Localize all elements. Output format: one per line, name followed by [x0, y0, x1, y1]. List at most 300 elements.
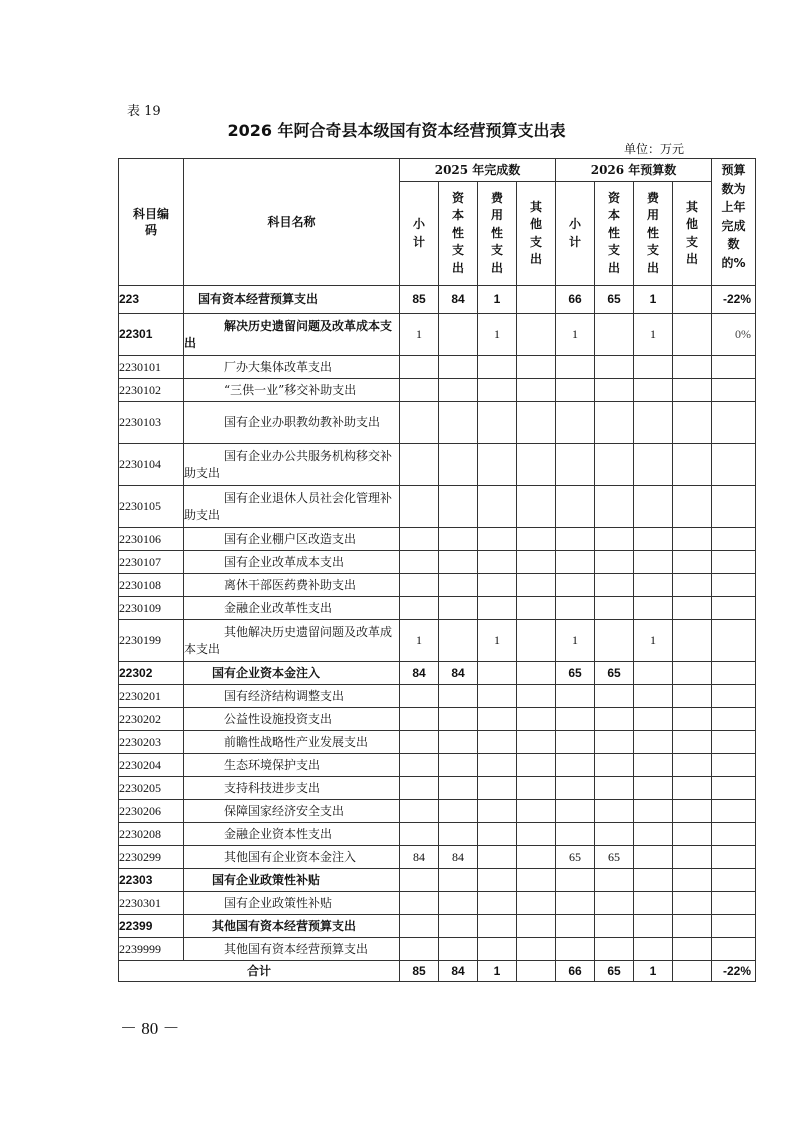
- table-row: [119, 708, 756, 731]
- row-name: [184, 754, 400, 777]
- row-code: 2239999: [119, 938, 184, 961]
- cell-2025-other: [517, 708, 556, 731]
- cell-2026-other: [673, 551, 712, 574]
- row-name-text: 厂办大集体改革支出: [224, 359, 333, 374]
- cell-2026-capital: [595, 892, 634, 915]
- row-name: [184, 356, 400, 379]
- cell-2026-expense: [634, 356, 673, 379]
- cell-2025-subtotal: [400, 892, 439, 915]
- cell-2026-subtotal: [556, 379, 595, 402]
- cell-2026-other: [673, 800, 712, 823]
- cell-2025-subtotal: [400, 356, 439, 379]
- total-2026-capital: 65: [595, 961, 634, 982]
- row-code: 2230201: [119, 685, 184, 708]
- cell-2025-subtotal: [400, 731, 439, 754]
- cell-2026-other: [673, 754, 712, 777]
- row-name: [184, 314, 400, 356]
- row-code: 223: [119, 286, 184, 314]
- cell-2026-capital: [595, 379, 634, 402]
- cell-2025-capital: [439, 551, 478, 574]
- cell-2025-expense: [478, 777, 517, 800]
- cell-2025-expense: [478, 685, 517, 708]
- cell-2025-subtotal: [400, 444, 439, 486]
- cell-2025-expense: [478, 597, 517, 620]
- cell-2026-capital: [595, 528, 634, 551]
- row-name-text: 前瞻性战略性产业发展支出: [224, 734, 369, 749]
- row-name: [184, 823, 400, 846]
- cell-2026-other: [673, 620, 712, 662]
- table-row: [119, 823, 756, 846]
- cell-2025-other: [517, 938, 556, 961]
- cell-2026-expense: [634, 685, 673, 708]
- cell-2026-other: [673, 574, 712, 597]
- cell-2025-subtotal: [400, 379, 439, 402]
- cell-2026-capital: [595, 777, 634, 800]
- cell-2026-subtotal: [556, 915, 595, 938]
- cell-2026-expense: [634, 402, 673, 444]
- cell-2025-other: [517, 869, 556, 892]
- cell-ratio: [712, 356, 756, 379]
- cell-2026-expense: 1: [634, 314, 673, 356]
- row-code: 2230106: [119, 528, 184, 551]
- cell-2025-capital: 84: [439, 286, 478, 314]
- cell-2026-subtotal: 65: [556, 846, 595, 869]
- cell-ratio: [712, 846, 756, 869]
- unit-label: 单位：万元: [624, 142, 685, 156]
- cell-2026-other: [673, 938, 712, 961]
- row-name: [184, 402, 400, 444]
- header-ratio: 预算数为上年完成数的%: [712, 159, 756, 286]
- cell-2026-subtotal: [556, 800, 595, 823]
- row-name-text: 国有企业资本金注入: [212, 665, 321, 680]
- cell-2025-subtotal: 84: [400, 662, 439, 685]
- cell-2025-capital: [439, 444, 478, 486]
- page-number: － 80 －: [120, 1019, 180, 1038]
- cell-2025-other: [517, 356, 556, 379]
- cell-2026-other: [673, 915, 712, 938]
- row-name-text: 支持科技进步支出: [224, 780, 321, 795]
- cell-2026-expense: [634, 823, 673, 846]
- cell-2025-capital: [439, 708, 478, 731]
- cell-ratio: [712, 938, 756, 961]
- cell-2026-expense: [634, 486, 673, 528]
- row-code: 2230208: [119, 823, 184, 846]
- cell-2025-subtotal: [400, 551, 439, 574]
- total-2026-other: [673, 961, 712, 982]
- table-row: [119, 402, 756, 444]
- row-name-text: 金融企业资本性支出: [224, 826, 333, 841]
- cell-2025-capital: [439, 379, 478, 402]
- cell-2026-expense: [634, 869, 673, 892]
- cell-ratio: [712, 662, 756, 685]
- cell-2025-other: [517, 823, 556, 846]
- total-2025-other: [517, 961, 556, 982]
- row-name: [184, 528, 400, 551]
- row-name: [184, 892, 400, 915]
- table-row: [119, 379, 756, 402]
- row-name: [184, 938, 400, 961]
- cell-2025-subtotal: [400, 938, 439, 961]
- row-name-text: 国有企业退休人员社会化管理补助支出: [184, 491, 393, 522]
- cell-2026-capital: 65: [595, 662, 634, 685]
- cell-2025-capital: [439, 892, 478, 915]
- cell-2026-subtotal: [556, 823, 595, 846]
- cell-2026-capital: 65: [595, 286, 634, 314]
- cell-2025-expense: [478, 444, 517, 486]
- cell-2026-other: [673, 486, 712, 528]
- cell-2026-other: [673, 846, 712, 869]
- row-code: 2230202: [119, 708, 184, 731]
- cell-2026-other: [673, 444, 712, 486]
- row-name-text: 其他国有资本经营预算支出: [212, 918, 357, 933]
- table-row: [119, 574, 756, 597]
- cell-2025-capital: [439, 823, 478, 846]
- row-name: [184, 708, 400, 731]
- cell-2026-other: [673, 286, 712, 314]
- cell-2025-expense: [478, 551, 517, 574]
- cell-2025-subtotal: [400, 574, 439, 597]
- row-code: 2230199: [119, 620, 184, 662]
- row-name-text: 解决历史遗留问题及改革成本支出: [184, 319, 393, 350]
- cell-2025-other: [517, 662, 556, 685]
- cell-2026-expense: [634, 528, 673, 551]
- cell-2026-subtotal: [556, 597, 595, 620]
- row-code: 22399: [119, 915, 184, 938]
- cell-2025-subtotal: [400, 800, 439, 823]
- cell-2026-subtotal: 65: [556, 662, 595, 685]
- cell-2026-subtotal: [556, 356, 595, 379]
- table-row: [119, 286, 756, 314]
- cell-2026-expense: [634, 915, 673, 938]
- cell-2026-other: [673, 356, 712, 379]
- total-ratio: -22%: [712, 961, 756, 982]
- cell-2025-expense: [478, 708, 517, 731]
- cell-2025-capital: [439, 938, 478, 961]
- cell-2026-expense: [634, 574, 673, 597]
- row-name: [184, 685, 400, 708]
- cell-2025-subtotal: [400, 402, 439, 444]
- header-code: 科目编码: [119, 159, 184, 286]
- cell-2026-expense: [634, 662, 673, 685]
- cell-2025-capital: [439, 800, 478, 823]
- row-name-text: 国有企业政策性补贴: [212, 872, 321, 887]
- cell-2025-capital: 84: [439, 846, 478, 869]
- row-name-text: 国有企业改革成本支出: [224, 554, 345, 569]
- cell-2026-other: [673, 402, 712, 444]
- table-row: [119, 731, 756, 754]
- cell-ratio: [712, 915, 756, 938]
- header-2026-other: 其他支出: [673, 182, 712, 286]
- cell-2026-other: [673, 685, 712, 708]
- header-2025-other: 其他支出: [517, 182, 556, 286]
- total-2025-expense: 1: [478, 961, 517, 982]
- cell-2025-other: [517, 574, 556, 597]
- cell-2026-subtotal: [556, 892, 595, 915]
- cell-2026-subtotal: [556, 685, 595, 708]
- cell-2026-other: [673, 314, 712, 356]
- cell-2026-capital: [595, 708, 634, 731]
- row-code: 2230101: [119, 356, 184, 379]
- row-name-text: 国有企业办公共服务机构移交补助支出: [184, 449, 393, 480]
- row-code: 2230205: [119, 777, 184, 800]
- row-name: [184, 551, 400, 574]
- row-name-text: 公益性设施投资支出: [224, 711, 333, 726]
- cell-2026-expense: [634, 846, 673, 869]
- cell-2026-expense: [634, 379, 673, 402]
- row-name-text: 国有经济结构调整支出: [224, 688, 345, 703]
- cell-2025-other: [517, 754, 556, 777]
- header-2025-capital: 资本性支出: [439, 182, 478, 286]
- cell-2025-capital: [439, 731, 478, 754]
- cell-2026-subtotal: [556, 777, 595, 800]
- cell-2025-expense: [478, 823, 517, 846]
- cell-2025-capital: [439, 620, 478, 662]
- cell-2026-other: [673, 869, 712, 892]
- table-row: [119, 869, 756, 892]
- row-name-text: 生态环境保护支出: [224, 757, 321, 772]
- cell-2026-capital: [595, 551, 634, 574]
- row-code: 2230102: [119, 379, 184, 402]
- table-body: [119, 286, 756, 961]
- cell-2026-subtotal: [556, 731, 595, 754]
- cell-2026-other: [673, 379, 712, 402]
- cell-2025-subtotal: 1: [400, 620, 439, 662]
- cell-2026-subtotal: [556, 486, 595, 528]
- table-row: [119, 486, 756, 528]
- total-2025-capital: 84: [439, 961, 478, 982]
- table-row: [119, 551, 756, 574]
- table-row: [119, 685, 756, 708]
- cell-2026-expense: [634, 754, 673, 777]
- cell-2026-expense: [634, 800, 673, 823]
- row-code: 2230301: [119, 892, 184, 915]
- cell-2026-expense: [634, 551, 673, 574]
- cell-2025-other: [517, 685, 556, 708]
- cell-2025-capital: [439, 356, 478, 379]
- cell-2026-expense: 1: [634, 286, 673, 314]
- cell-2025-other: [517, 800, 556, 823]
- header-2026-expense: 费用性支出: [634, 182, 673, 286]
- cell-2025-expense: 1: [478, 314, 517, 356]
- budget-table: [118, 158, 756, 982]
- cell-2025-subtotal: [400, 754, 439, 777]
- cell-ratio: [712, 597, 756, 620]
- cell-2026-expense: [634, 708, 673, 731]
- cell-2025-subtotal: 84: [400, 846, 439, 869]
- cell-2026-capital: [595, 620, 634, 662]
- header-2025-expense: 费用性支出: [478, 182, 517, 286]
- cell-2026-expense: [634, 731, 673, 754]
- row-name-text: 国有资本经营预算支出: [198, 292, 319, 307]
- cell-2026-subtotal: [556, 402, 595, 444]
- cell-2026-expense: [634, 597, 673, 620]
- cell-2025-expense: [478, 938, 517, 961]
- row-name: [184, 379, 400, 402]
- cell-2025-other: [517, 402, 556, 444]
- cell-2025-expense: [478, 356, 517, 379]
- row-code: 2230204: [119, 754, 184, 777]
- cell-2026-capital: 65: [595, 846, 634, 869]
- cell-2026-subtotal: [556, 708, 595, 731]
- cell-2025-capital: [439, 915, 478, 938]
- cell-2026-subtotal: 1: [556, 620, 595, 662]
- cell-2025-capital: [439, 869, 478, 892]
- cell-2025-capital: [439, 597, 478, 620]
- row-name: [184, 915, 400, 938]
- total-row: [119, 961, 756, 982]
- row-name-text: 其他国有资本经营预算支出: [224, 941, 369, 956]
- cell-2025-other: [517, 846, 556, 869]
- cell-2025-capital: 84: [439, 662, 478, 685]
- cell-2025-other: [517, 314, 556, 356]
- cell-2025-capital: [439, 685, 478, 708]
- cell-2025-subtotal: [400, 486, 439, 528]
- cell-2026-capital: [595, 486, 634, 528]
- cell-2026-capital: [595, 800, 634, 823]
- cell-2025-subtotal: [400, 708, 439, 731]
- cell-2025-other: [517, 915, 556, 938]
- cell-2025-other: [517, 528, 556, 551]
- table-row: [119, 915, 756, 938]
- cell-ratio: [712, 800, 756, 823]
- row-code: 2230105: [119, 486, 184, 528]
- cell-2025-expense: [478, 800, 517, 823]
- header-2025-subtotal: 小计: [400, 182, 439, 286]
- cell-2026-capital: [595, 938, 634, 961]
- row-name-text: 国有企业政策性补贴: [224, 895, 333, 910]
- row-code: 2230203: [119, 731, 184, 754]
- cell-2025-subtotal: [400, 528, 439, 551]
- row-name-text: 其他解决历史遗留问题及改革成本支出: [184, 625, 393, 656]
- cell-2025-other: [517, 597, 556, 620]
- cell-ratio: [712, 444, 756, 486]
- cell-2025-other: [517, 777, 556, 800]
- cell-2025-expense: [478, 574, 517, 597]
- cell-2026-capital: [595, 574, 634, 597]
- cell-2026-capital: [595, 597, 634, 620]
- cell-2026-capital: [595, 731, 634, 754]
- row-code: 2230206: [119, 800, 184, 823]
- cell-2025-expense: [478, 846, 517, 869]
- row-code: 22301: [119, 314, 184, 356]
- cell-2025-capital: [439, 777, 478, 800]
- cell-ratio: [712, 731, 756, 754]
- row-name-text: 其他国有企业资本金注入: [224, 849, 357, 864]
- cell-2026-capital: [595, 314, 634, 356]
- table-row: [119, 754, 756, 777]
- cell-2026-expense: [634, 892, 673, 915]
- cell-2026-capital: [595, 402, 634, 444]
- cell-2026-subtotal: [556, 754, 595, 777]
- cell-ratio: [712, 551, 756, 574]
- table-row: [119, 777, 756, 800]
- cell-2025-other: [517, 892, 556, 915]
- table-row: [119, 892, 756, 915]
- cell-2026-other: [673, 708, 712, 731]
- cell-2025-subtotal: [400, 777, 439, 800]
- cell-2025-capital: [439, 402, 478, 444]
- row-code: 2230299: [119, 846, 184, 869]
- cell-2025-subtotal: [400, 915, 439, 938]
- row-name: [184, 777, 400, 800]
- cell-2026-expense: [634, 777, 673, 800]
- cell-2026-expense: 1: [634, 620, 673, 662]
- cell-ratio: [712, 486, 756, 528]
- cell-2025-subtotal: 85: [400, 286, 439, 314]
- cell-ratio: 0%: [712, 314, 756, 356]
- cell-2025-other: [517, 731, 556, 754]
- row-code: 2230107: [119, 551, 184, 574]
- cell-2025-expense: [478, 486, 517, 528]
- total-2025-subtotal: 85: [400, 961, 439, 982]
- cell-2025-expense: 1: [478, 620, 517, 662]
- cell-ratio: [712, 823, 756, 846]
- cell-2025-expense: [478, 915, 517, 938]
- header-2025-group: 2025 年完成数: [400, 159, 556, 182]
- table-row: [119, 938, 756, 961]
- cell-2025-expense: [478, 402, 517, 444]
- cell-2025-subtotal: [400, 597, 439, 620]
- cell-2026-capital: [595, 356, 634, 379]
- cell-2025-subtotal: [400, 685, 439, 708]
- cell-2026-subtotal: [556, 938, 595, 961]
- cell-ratio: [712, 777, 756, 800]
- cell-2026-other: [673, 597, 712, 620]
- cell-2025-subtotal: 1: [400, 314, 439, 356]
- row-name: [184, 869, 400, 892]
- cell-2025-subtotal: [400, 823, 439, 846]
- cell-2025-expense: [478, 379, 517, 402]
- header-2026-subtotal: 小计: [556, 182, 595, 286]
- cell-ratio: [712, 708, 756, 731]
- cell-2025-other: [517, 551, 556, 574]
- cell-2025-other: [517, 444, 556, 486]
- row-code: 2230108: [119, 574, 184, 597]
- row-code: 2230104: [119, 444, 184, 486]
- cell-ratio: -22%: [712, 286, 756, 314]
- row-name-text: 离休干部医药费补助支出: [224, 577, 357, 592]
- table-row: [119, 846, 756, 869]
- cell-2026-other: [673, 777, 712, 800]
- cell-ratio: [712, 869, 756, 892]
- cell-2025-capital: [439, 528, 478, 551]
- table-row: [119, 528, 756, 551]
- row-name: [184, 620, 400, 662]
- cell-2025-expense: 1: [478, 286, 517, 314]
- cell-ratio: [712, 892, 756, 915]
- table-row: [119, 662, 756, 685]
- row-name-text: 保障国家经济安全支出: [224, 803, 345, 818]
- cell-2026-capital: [595, 869, 634, 892]
- cell-2026-subtotal: 1: [556, 314, 595, 356]
- row-name-text: “三供一业”移交补助支出: [224, 382, 357, 397]
- cell-2025-other: [517, 620, 556, 662]
- cell-ratio: [712, 620, 756, 662]
- row-code: 2230103: [119, 402, 184, 444]
- total-label: 合计: [119, 961, 400, 982]
- cell-2026-other: [673, 892, 712, 915]
- cell-2026-subtotal: [556, 551, 595, 574]
- total-2026-subtotal: 66: [556, 961, 595, 982]
- cell-2025-expense: [478, 754, 517, 777]
- table-row: [119, 356, 756, 379]
- cell-2025-expense: [478, 731, 517, 754]
- header-2026-group: 2026 年预算数: [556, 159, 712, 182]
- cell-2026-capital: [595, 823, 634, 846]
- row-code: 2230109: [119, 597, 184, 620]
- row-code: 22303: [119, 869, 184, 892]
- cell-2025-subtotal: [400, 869, 439, 892]
